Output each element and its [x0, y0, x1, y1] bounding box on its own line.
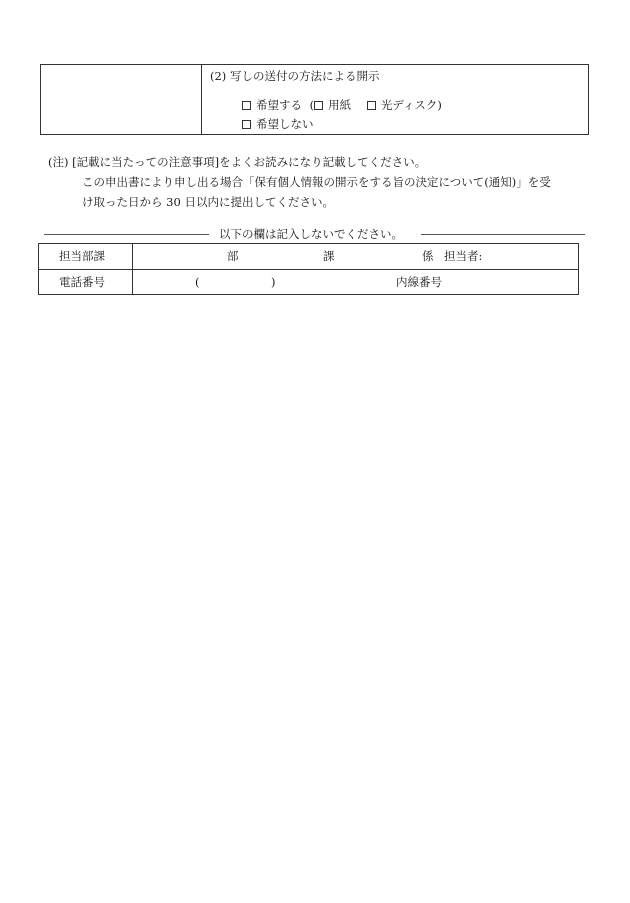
do-not-fill-divider [44, 227, 585, 241]
not-want-label: 希望しない [256, 117, 314, 131]
disk-label: 光ディスク) [380, 98, 442, 112]
note-line-1: (注) [記載に当たっての注意事項]をよくお読みになり記載してください。 [48, 155, 427, 169]
dept-unit: 部 [227, 249, 239, 263]
want-checkbox[interactable] [242, 101, 251, 110]
extension-label: 内線番号 [396, 275, 442, 289]
paper-label: 用紙 [328, 98, 352, 112]
note-line-3: け取った日から 30 日以内に提出してください。 [82, 195, 334, 209]
phone-label: 電話番号 [59, 275, 105, 289]
disk-checkbox[interactable] [367, 101, 376, 110]
want-label: 希望する [256, 98, 302, 112]
person-in-charge-label: 担当者: [444, 249, 483, 263]
paren-open: ( [309, 98, 315, 112]
paper-checkbox[interactable] [314, 101, 323, 110]
section-unit: 課 [323, 249, 335, 263]
divider-line-left [44, 234, 209, 235]
copy-delivery-heading: (2) 写しの送付の方法による開示 [210, 69, 380, 83]
divider-line-right [421, 234, 585, 235]
phone-paren-close: ) [271, 275, 276, 289]
dept-label: 担当部課 [59, 249, 105, 263]
office-use-table [38, 243, 579, 295]
divider-text: 以下の欄は記入しないでください。 [219, 227, 403, 241]
note-line-2: この申出書により申し出る場合「保有個人情報の開示をする旨の決定について(通知)」を受 [82, 175, 551, 189]
phone-paren-open: ( [195, 275, 200, 289]
not-want-checkbox[interactable] [242, 120, 251, 129]
option-row-want [242, 98, 442, 112]
unit-unit: 係 [422, 249, 434, 263]
disclosure-method-table [40, 64, 589, 135]
blank-label-cell [41, 65, 202, 134]
option-row-not-want [242, 117, 314, 131]
